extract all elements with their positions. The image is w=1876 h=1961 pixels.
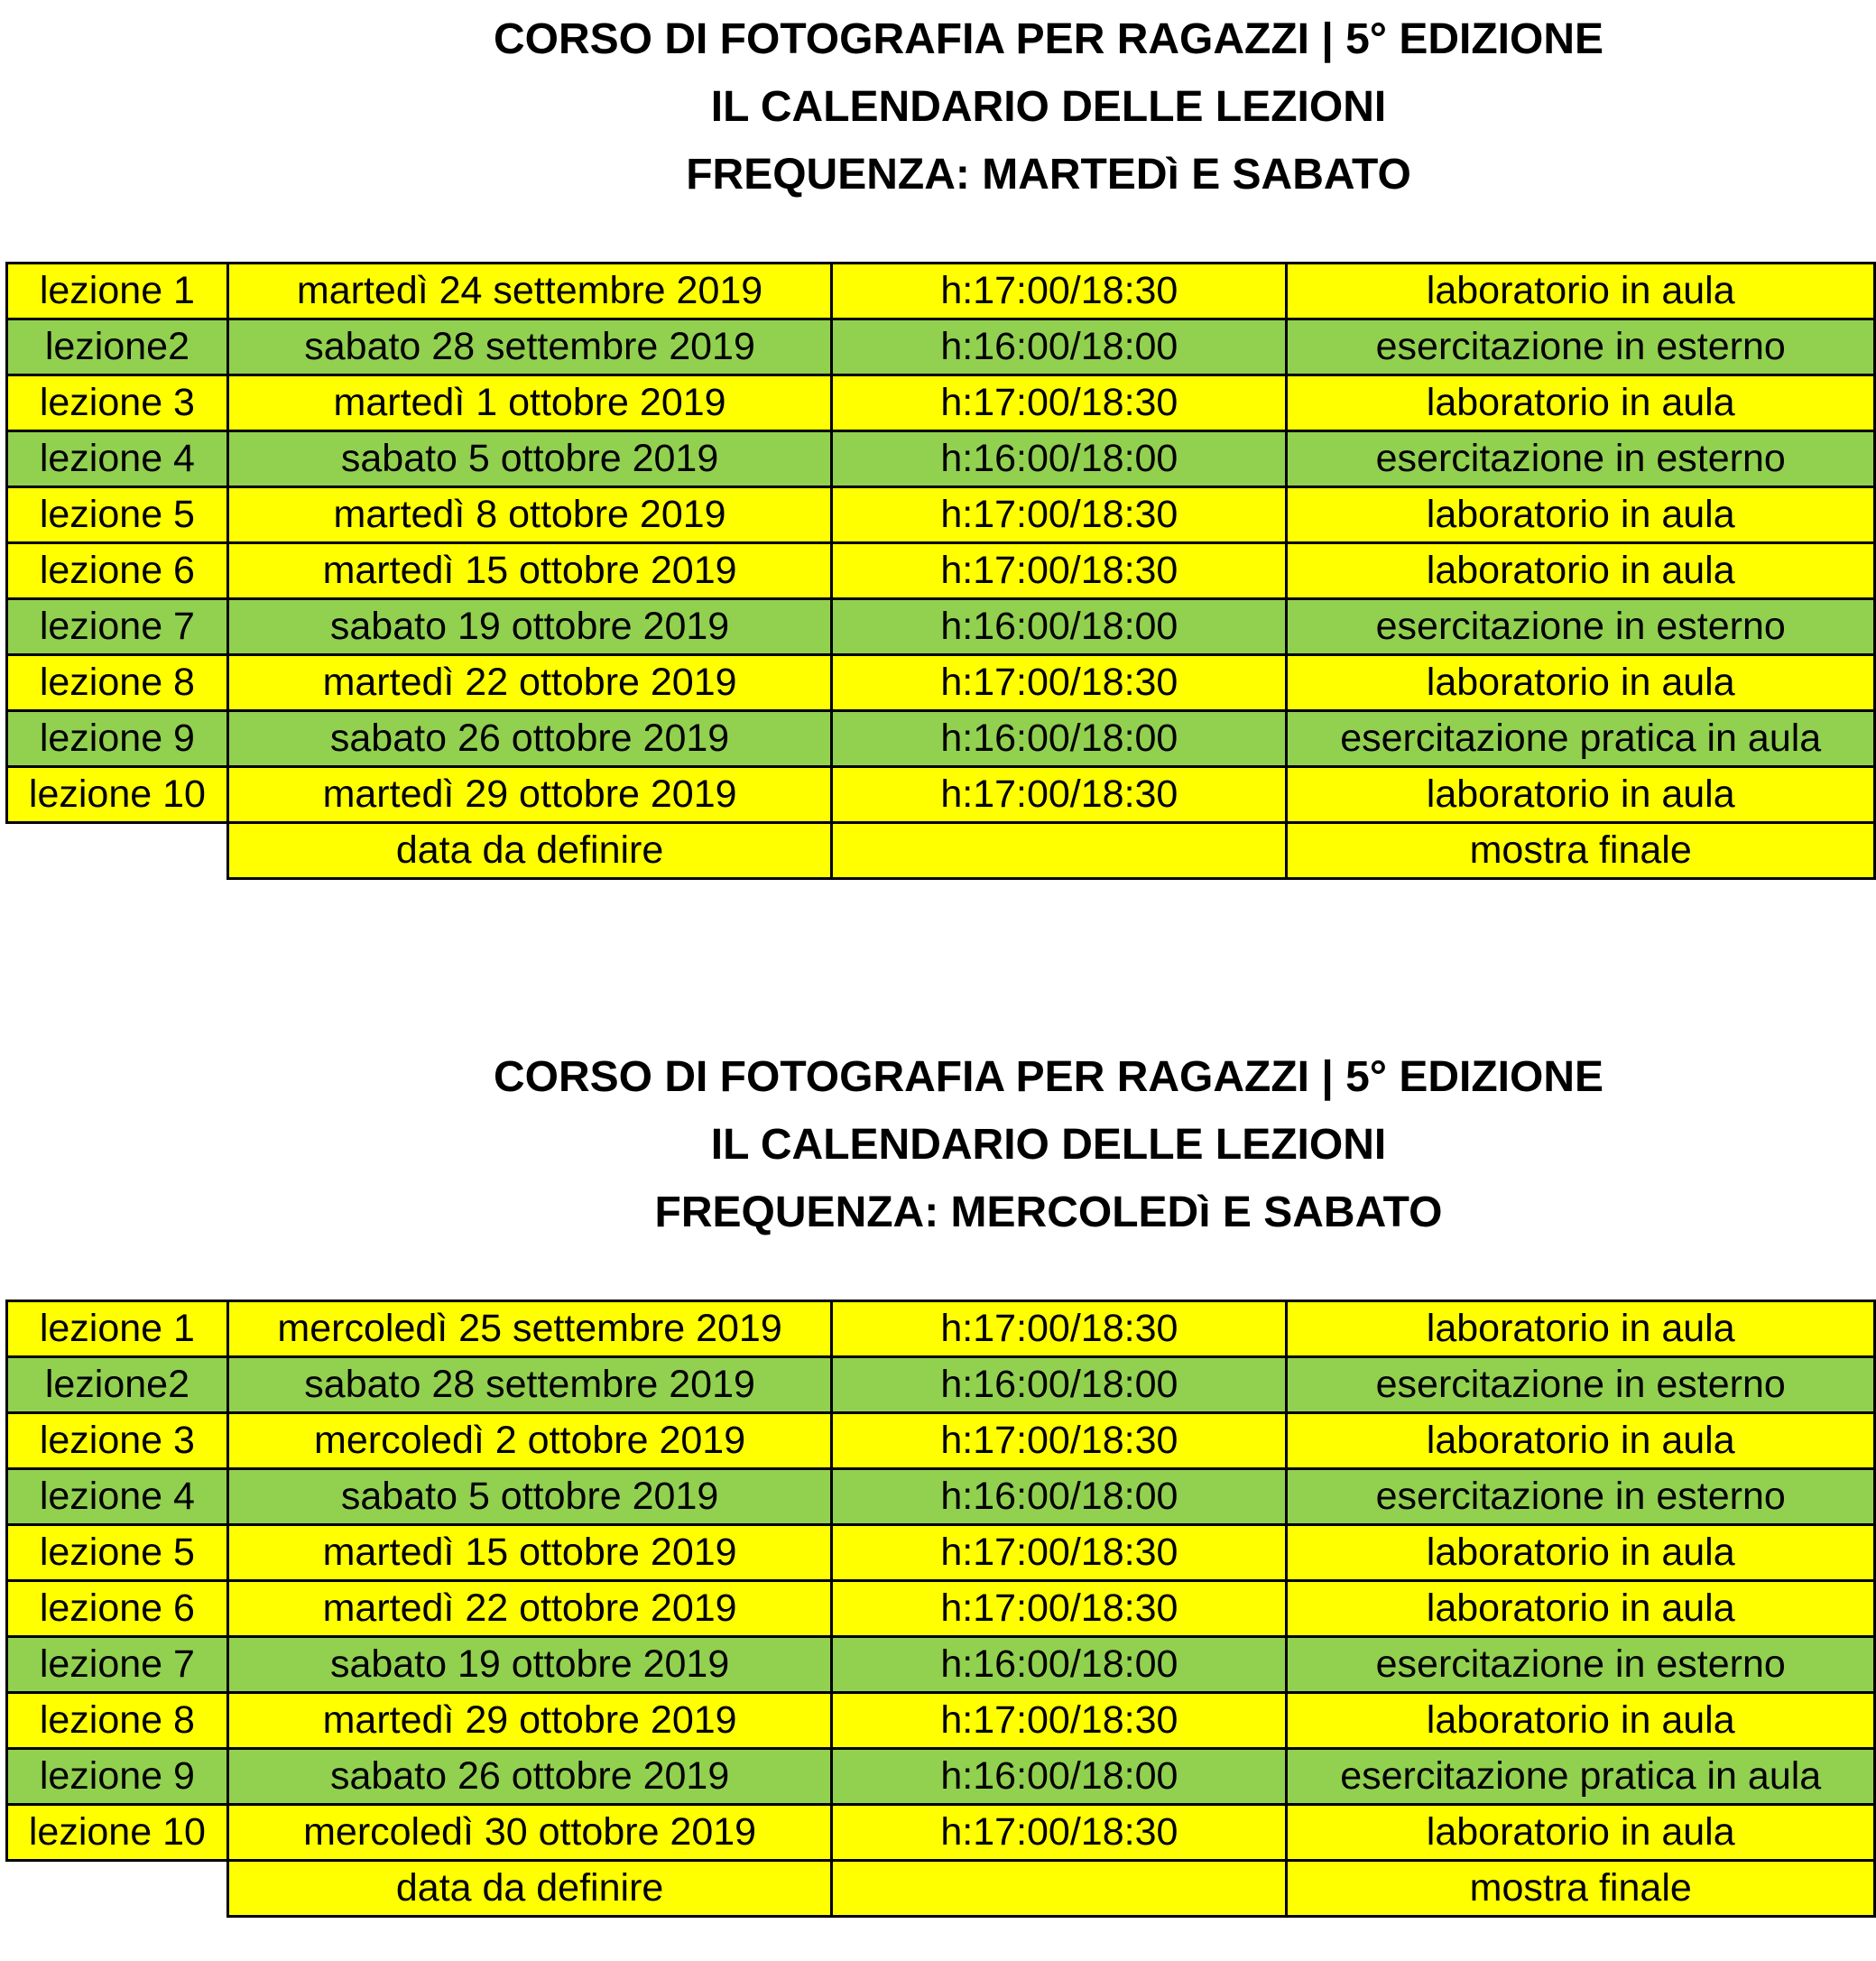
table-row <box>7 1357 1875 1413</box>
table-row <box>7 599 1875 655</box>
lesson-cell: lezione 5 <box>7 1525 228 1581</box>
time-cell: h:16:00/18:00 <box>832 1637 1287 1693</box>
activity-cell: laboratorio in aula <box>1287 767 1875 823</box>
date-cell: martedì 24 settembre 2019 <box>227 264 831 319</box>
table-row <box>7 1301 1875 1357</box>
date-cell: martedì 29 ottobre 2019 <box>227 1693 832 1749</box>
schedule-title <box>0 5 1876 208</box>
date-cell: mercoledì 30 ottobre 2019 <box>227 1805 832 1861</box>
time-cell: h:16:00/18:00 <box>832 1357 1287 1413</box>
table-row <box>7 375 1875 431</box>
activity-cell: laboratorio in aula <box>1287 543 1875 599</box>
lesson-cell: lezione 9 <box>7 711 228 767</box>
course-title: CORSO DI FOTOGRAFIA PER RAGAZZI | 5° EDIZIONE <box>493 1053 1604 1101</box>
lesson-cell: lezione 1 <box>7 264 228 319</box>
lesson-cell: lezione 4 <box>7 1469 228 1525</box>
lesson-cell: lezione 7 <box>7 1637 228 1693</box>
table-row <box>7 1469 1875 1525</box>
time-cell: h:16:00/18:00 <box>832 599 1287 655</box>
activity-cell: laboratorio in aula <box>1287 1525 1875 1581</box>
time-cell: h:17:00/18:30 <box>832 1581 1287 1637</box>
table-row <box>7 431 1875 487</box>
lesson-cell: lezione 1 <box>7 1301 228 1357</box>
date-cell: sabato 26 ottobre 2019 <box>227 711 831 767</box>
frequency-line: FREQUENZA: MARTEDì E SABATO <box>686 151 1411 199</box>
time-cell: h:17:00/18:30 <box>832 1301 1287 1357</box>
date-cell: martedì 1 ottobre 2019 <box>227 375 831 431</box>
table-row <box>7 487 1875 543</box>
lesson-cell: lezione 6 <box>7 543 228 599</box>
activity-cell: esercitazione in esterno <box>1287 1357 1875 1413</box>
empty-cell <box>7 1861 228 1917</box>
date-cell: martedì 29 ottobre 2019 <box>227 767 831 823</box>
activity-cell: laboratorio in aula <box>1287 1693 1875 1749</box>
date-cell: martedì 15 ottobre 2019 <box>227 543 831 599</box>
calendar-subtitle: IL CALENDARIO DELLE LEZIONI <box>710 1121 1387 1169</box>
time-cell: h:17:00/18:30 <box>832 1413 1287 1469</box>
activity-cell: laboratorio in aula <box>1287 1301 1875 1357</box>
table-row <box>7 767 1875 823</box>
schedule-table <box>5 1300 1876 1918</box>
schedule-title <box>0 1043 1876 1246</box>
time-cell: h:16:00/18:00 <box>832 1469 1287 1525</box>
activity-cell: laboratorio in aula <box>1287 375 1875 431</box>
time-cell: h:17:00/18:30 <box>832 655 1287 711</box>
activity-cell: esercitazione in esterno <box>1287 431 1875 487</box>
table-row <box>7 1413 1875 1469</box>
date-cell: mercoledì 2 ottobre 2019 <box>227 1413 832 1469</box>
frequency-line: FREQUENZA: MERCOLEDì E SABATO <box>654 1189 1443 1236</box>
activity-cell: laboratorio in aula <box>1287 264 1875 319</box>
table-row <box>7 1749 1875 1805</box>
table-row <box>7 319 1875 375</box>
lesson-cell: lezione 3 <box>7 1413 228 1469</box>
lesson-cell: lezione 10 <box>7 767 228 823</box>
calendar-subtitle: IL CALENDARIO DELLE LEZIONI <box>710 83 1387 131</box>
date-cell: martedì 8 ottobre 2019 <box>227 487 831 543</box>
date-cell: data da definire <box>227 823 831 879</box>
time-cell: h:16:00/18:00 <box>832 431 1287 487</box>
activity-cell: laboratorio in aula <box>1287 655 1875 711</box>
table-row <box>7 1805 1875 1861</box>
time-cell: h:17:00/18:30 <box>832 543 1287 599</box>
lesson-cell: lezione 9 <box>7 1749 228 1805</box>
date-cell: sabato 28 settembre 2019 <box>227 1357 832 1413</box>
schedule-table <box>5 262 1876 880</box>
lesson-cell: lezione 5 <box>7 487 228 543</box>
date-cell: sabato 28 settembre 2019 <box>227 319 831 375</box>
time-cell: h:17:00/18:30 <box>832 375 1287 431</box>
activity-cell: mostra finale <box>1287 1861 1875 1917</box>
date-cell: sabato 26 ottobre 2019 <box>227 1749 832 1805</box>
activity-cell: esercitazione in esterno <box>1287 319 1875 375</box>
lesson-cell: lezione 4 <box>7 431 228 487</box>
time-cell: h:17:00/18:30 <box>832 1693 1287 1749</box>
date-cell: martedì 15 ottobre 2019 <box>227 1525 832 1581</box>
time-cell: h:16:00/18:00 <box>832 1749 1287 1805</box>
final-row <box>7 823 1875 879</box>
final-row <box>7 1861 1875 1917</box>
time-cell: h:16:00/18:00 <box>832 319 1287 375</box>
lesson-cell: lezione2 <box>7 319 228 375</box>
lesson-cell: lezione 7 <box>7 599 228 655</box>
table-row <box>7 655 1875 711</box>
time-cell <box>832 1861 1287 1917</box>
date-cell: sabato 19 ottobre 2019 <box>227 599 831 655</box>
activity-cell: esercitazione in esterno <box>1287 599 1875 655</box>
table-row <box>7 1581 1875 1637</box>
activity-cell: laboratorio in aula <box>1287 1581 1875 1637</box>
time-cell: h:17:00/18:30 <box>832 1805 1287 1861</box>
time-cell: h:17:00/18:30 <box>832 487 1287 543</box>
lesson-cell: lezione2 <box>7 1357 228 1413</box>
time-cell: h:17:00/18:30 <box>832 767 1287 823</box>
date-cell: data da definire <box>227 1861 832 1917</box>
activity-cell: esercitazione pratica in aula <box>1287 711 1875 767</box>
course-title: CORSO DI FOTOGRAFIA PER RAGAZZI | 5° EDIZIONE <box>493 15 1604 63</box>
date-cell: sabato 5 ottobre 2019 <box>227 431 831 487</box>
lesson-cell: lezione 10 <box>7 1805 228 1861</box>
date-cell: sabato 5 ottobre 2019 <box>227 1469 832 1525</box>
table-row <box>7 1693 1875 1749</box>
table-row <box>7 264 1875 319</box>
time-cell <box>832 823 1287 879</box>
activity-cell: laboratorio in aula <box>1287 487 1875 543</box>
table-row <box>7 543 1875 599</box>
time-cell: h:17:00/18:30 <box>832 264 1287 319</box>
activity-cell: laboratorio in aula <box>1287 1805 1875 1861</box>
table-row <box>7 711 1875 767</box>
time-cell: h:17:00/18:30 <box>832 1525 1287 1581</box>
activity-cell: mostra finale <box>1287 823 1875 879</box>
date-cell: mercoledì 25 settembre 2019 <box>227 1301 832 1357</box>
activity-cell: esercitazione pratica in aula <box>1287 1749 1875 1805</box>
date-cell: martedì 22 ottobre 2019 <box>227 1581 832 1637</box>
table-row <box>7 1525 1875 1581</box>
time-cell: h:16:00/18:00 <box>832 711 1287 767</box>
empty-cell <box>7 823 228 879</box>
activity-cell: esercitazione in esterno <box>1287 1637 1875 1693</box>
date-cell: martedì 22 ottobre 2019 <box>227 655 831 711</box>
table-row <box>7 1637 1875 1693</box>
lesson-cell: lezione 8 <box>7 655 228 711</box>
lesson-cell: lezione 3 <box>7 375 228 431</box>
date-cell: sabato 19 ottobre 2019 <box>227 1637 832 1693</box>
activity-cell: laboratorio in aula <box>1287 1413 1875 1469</box>
lesson-cell: lezione 6 <box>7 1581 228 1637</box>
activity-cell: esercitazione in esterno <box>1287 1469 1875 1525</box>
lesson-cell: lezione 8 <box>7 1693 228 1749</box>
